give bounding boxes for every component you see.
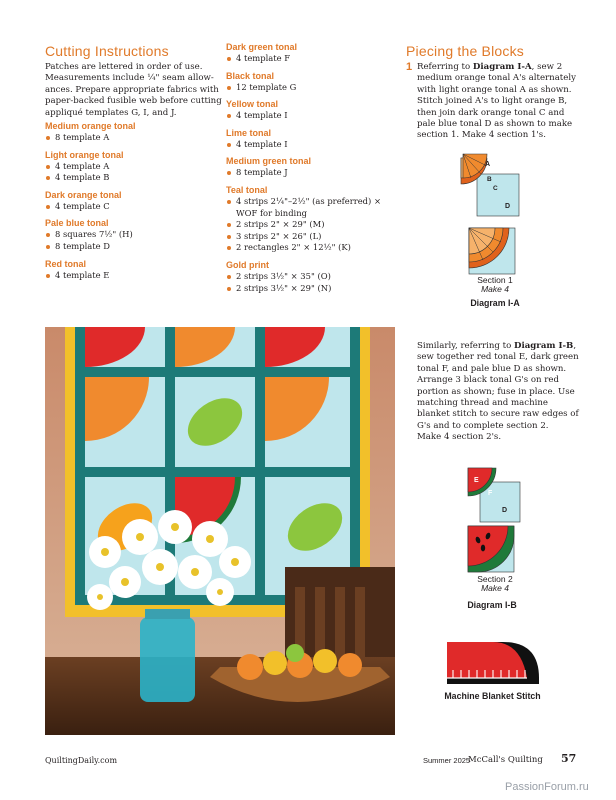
label-e: E	[474, 477, 479, 484]
fabric-list	[226, 53, 401, 65]
section-2-assembled	[468, 526, 514, 572]
diagram-ref: Diagram I-A	[472, 62, 532, 72]
step-text: Make 4 section 2's.	[417, 432, 502, 443]
cut-item: 4 template A	[45, 161, 225, 173]
cut-item: 4 template B	[45, 172, 225, 184]
blanket-stitch-illustration	[443, 638, 543, 688]
step-text: blanket stitch to secure raw edges of	[417, 409, 579, 420]
cut-item: 4 template I	[226, 110, 401, 122]
cut-item: 8 template A	[45, 132, 225, 144]
step-text: section 1. Make 4 section 1's.	[417, 130, 546, 141]
step-text: ,	[573, 341, 577, 351]
intro-line: appliqué templates G, I, and J.	[45, 107, 177, 118]
patch-d	[477, 174, 519, 216]
cut-item: 4 template F	[226, 53, 401, 65]
fabric-label: Medium orange tonal	[45, 121, 136, 132]
step-number: 1	[406, 61, 413, 73]
watermark: PassionForum.ru	[505, 781, 589, 793]
diagram-i-b-title: Diagram I-B	[467, 600, 517, 610]
piecing-column	[406, 43, 576, 142]
step-text: portion as shown; fuse in place. Use	[417, 386, 575, 397]
label-b: B	[487, 176, 492, 183]
cut-item: 8 squares 7½" (H)	[45, 229, 225, 241]
cutting-heading: Cutting Instructions	[45, 43, 169, 59]
cut-item: 4 template I	[226, 139, 401, 151]
intro-line: ances. Prepare appropriate fabrics with	[45, 84, 219, 95]
cut-item: 2 strips 3½" × 29" (N)	[226, 283, 401, 295]
section-2-label: Section 2	[477, 574, 513, 584]
diagram-i-a-graphic	[455, 150, 535, 280]
label-a: A	[485, 161, 491, 168]
fabric-list	[226, 82, 401, 94]
fabric-list	[45, 132, 225, 144]
fabric-list	[45, 270, 225, 282]
fabric-label: Light orange tonal	[45, 149, 124, 160]
step-text: tonal F, and pale blue D as shown.	[417, 363, 567, 374]
step-text: matching thread and machine	[417, 398, 549, 409]
step-1-text	[406, 62, 576, 142]
fabric-label: Lime tonal	[226, 127, 272, 138]
fabric-list	[226, 196, 401, 254]
fabric-label: Teal tonal	[226, 184, 268, 195]
section-1-label: Section 1	[477, 275, 513, 285]
step-text: Referring to	[417, 62, 473, 72]
fabric-label: Dark orange tonal	[45, 189, 122, 200]
cut-item: 4 template C	[45, 201, 225, 213]
diagram-i-b-graphic	[460, 462, 530, 574]
cut-item: 4 template E	[45, 270, 225, 282]
step-text: , sew 2	[531, 62, 563, 72]
fabric-list	[226, 167, 401, 179]
fabric-list	[226, 139, 401, 151]
diagram-i-a-title: Diagram I-A	[470, 298, 520, 308]
make-4-label: Make 4	[481, 583, 509, 593]
cutting-column-2	[226, 42, 401, 294]
diagram-i-a	[455, 150, 535, 310]
cut-item: 2 strips 2" × 29" (M)	[226, 219, 401, 231]
cut-item: 2 strips 3½" × 35" (O)	[226, 271, 401, 283]
step-text: pale blue tonal D as shown to make	[417, 119, 573, 130]
step-text: sew together red tonal E, dark green	[417, 352, 579, 363]
cut-item: 8 template D	[45, 241, 225, 253]
cut-item: 8 template J	[226, 167, 401, 179]
fabric-label: Yellow tonal	[226, 99, 279, 110]
step-1-continued	[417, 341, 582, 444]
intro-line: paper-backed fusible web before cutting	[45, 96, 222, 107]
fabric-list	[45, 161, 225, 184]
cut-item: 4 strips 2¼"–2½" (as preferred) ×	[226, 196, 401, 208]
section-1-assembled	[469, 228, 515, 274]
label-d: D	[505, 203, 511, 210]
step-text: G's and to complete section 2.	[417, 420, 549, 431]
step-text: then join dark orange tonal C and	[417, 107, 565, 118]
fabric-label: Medium green tonal	[226, 156, 312, 167]
fabric-label: Red tonal	[45, 258, 87, 269]
quilt-photo	[45, 327, 395, 735]
quilt-photo-graphic	[45, 327, 395, 735]
blanket-stitch-graphic	[443, 638, 543, 688]
fabric-list	[45, 229, 225, 252]
footer-magazine: McCall's Quilting	[468, 755, 543, 765]
intro-line: Patches are lettered in order of use.	[45, 62, 203, 72]
fabric-label: Pale blue tonal	[45, 218, 109, 229]
page-number: 57	[561, 752, 577, 765]
step-text: with light orange tonal A as shown.	[417, 84, 572, 95]
fabric-list	[226, 110, 401, 122]
step-text: Arrange 3 black tonal G's on red	[417, 375, 559, 386]
fabric-label: Gold print	[226, 259, 269, 270]
cutting-intro	[45, 62, 225, 119]
make-4-label: Make 4	[481, 284, 509, 294]
fabric-label: Dark green tonal	[226, 42, 298, 52]
fabric-list	[226, 271, 401, 294]
footer-website: QuiltingDaily.com	[45, 756, 118, 765]
step-text: Stitch joined A's to light orange B,	[417, 96, 568, 107]
cut-item: 3 strips 2" × 26" (L)	[226, 231, 401, 243]
footer-issue: Summer 2025	[423, 756, 471, 765]
piecing-heading: Piecing the Blocks	[406, 43, 524, 59]
diagram-i-b	[460, 462, 530, 612]
label-d: D	[502, 507, 508, 514]
cut-item: 2 rectangles 2" × 12½" (K)	[226, 242, 401, 254]
label-f: F	[488, 490, 493, 497]
cut-item: 12 template G	[226, 82, 401, 94]
step-1	[406, 62, 576, 142]
step-text: Similarly, referring to	[417, 341, 514, 351]
step-text: medium orange tonal A's alternately	[417, 73, 576, 84]
diagram-ref: Diagram I-B	[514, 341, 574, 351]
label-c: C	[493, 185, 498, 192]
intro-line: Measurements include ¼" seam allow-	[45, 73, 214, 84]
blanket-stitch-title: Machine Blanket Stitch	[444, 691, 541, 701]
cutting-column	[45, 43, 225, 281]
fabric-label: Black tonal	[226, 70, 275, 81]
cut-item-cont: WOF for binding	[236, 207, 307, 218]
fabric-list	[45, 201, 225, 213]
